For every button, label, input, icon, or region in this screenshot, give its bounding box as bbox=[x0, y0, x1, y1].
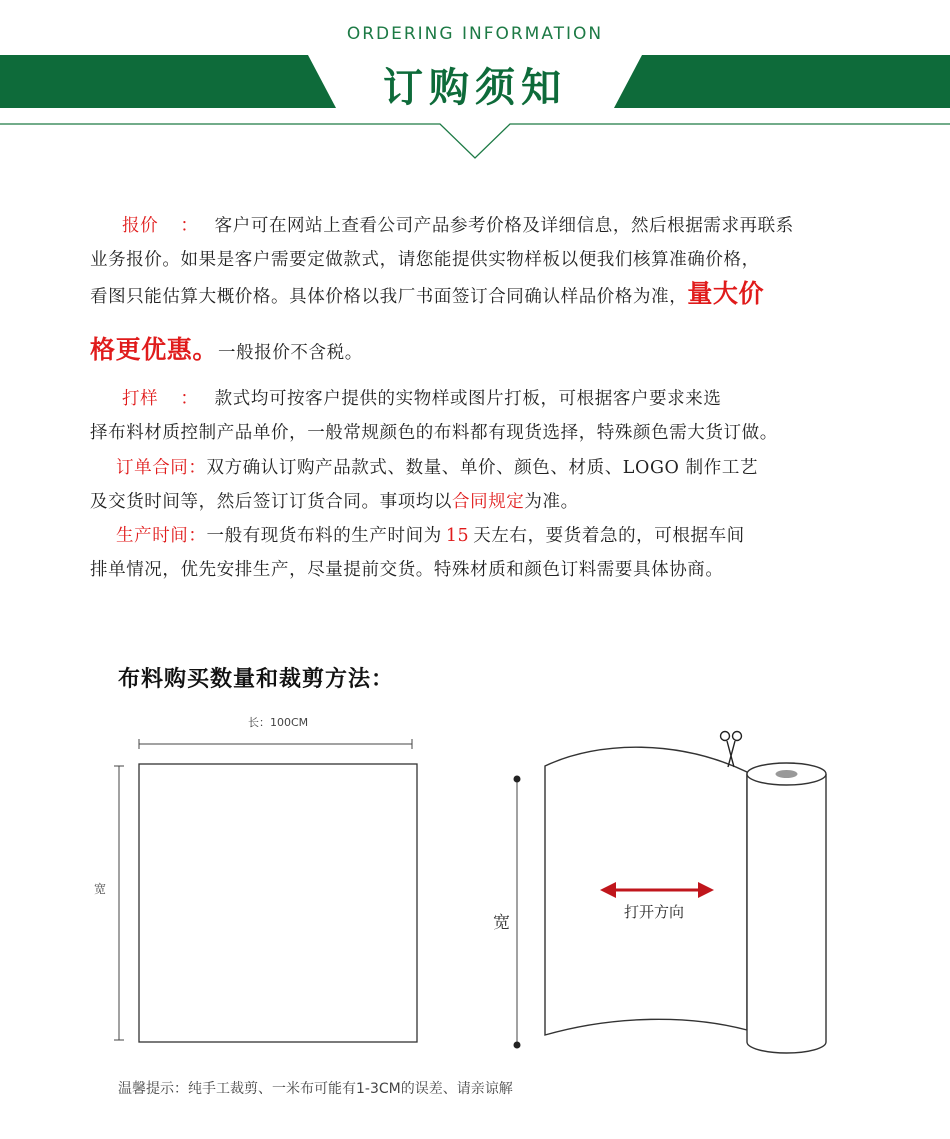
production-label: 生产时间： bbox=[116, 526, 207, 546]
contract-line-2a: 及交货时间等，然后签订订货合同。事项均以 bbox=[90, 491, 452, 512]
fabric-square bbox=[139, 764, 417, 1042]
quote-tail: 一般报价不含税。 bbox=[218, 342, 363, 363]
width-label-right: 宽 bbox=[493, 913, 510, 933]
production-line-2: 排单情况，优先安排生产，尽量提前交货。特殊材质和颜色订料需要具体协商。 bbox=[90, 559, 724, 580]
width-label-left: 宽 bbox=[94, 882, 107, 896]
sample-colon: ： bbox=[180, 389, 199, 409]
quote-paragraph bbox=[90, 210, 880, 370]
quote-line-2: 业务报价。如果是客户需要定做款式，请您能提供实物样板以便我们核算准确价格， bbox=[90, 249, 760, 270]
quote-colon: ： bbox=[180, 216, 199, 236]
quote-highlight-a: 量大价 bbox=[687, 279, 765, 308]
length-label: 长：100CM bbox=[248, 716, 309, 729]
quote-label: 报价 bbox=[122, 216, 159, 236]
tip-note: 温馨提示：纯手工裁剪、一米布可能有1-3CM的误差、请亲谅解 bbox=[118, 1081, 513, 1097]
diagram-title: 布料购买数量和裁剪方法： bbox=[118, 667, 395, 692]
contract-paragraph bbox=[90, 452, 880, 519]
quote-line-3: 看图只能估算大概价格。具体价格以我厂书面签订合同确认样品价格为准， bbox=[90, 287, 688, 307]
roll-core bbox=[776, 770, 798, 778]
sample-line-1: 款式均可按客户提供的实物样或图片打板，可根据客户要求来选 bbox=[214, 389, 722, 409]
production-paragraph bbox=[90, 520, 880, 587]
sample-line-2: 择布料材质控制产品单价，一般常规颜色的布料都有现货选择，特殊颜色需大货订做。 bbox=[90, 422, 778, 443]
contract-label: 订单合同： bbox=[116, 458, 207, 478]
direction-label: 打开方向 bbox=[624, 903, 685, 921]
header-english-title: ORDERING INFORMATION bbox=[346, 24, 604, 44]
sample-label: 打样 bbox=[122, 389, 159, 409]
production-line-1b: 天左右，要货着急的，可根据车间 bbox=[473, 526, 745, 546]
production-line-1a: 一般有现货布料的生产时间为 bbox=[206, 526, 442, 546]
contract-line-1: 双方确认订购产品款式、数量、单价、颜色、材质、LOGO 制作工艺 bbox=[206, 458, 759, 478]
production-days: 15 bbox=[445, 526, 470, 546]
banner-divider-line bbox=[0, 124, 950, 158]
sample-paragraph bbox=[90, 383, 880, 450]
quote-line-1: 客户可在网站上查看公司产品参考价格及详细信息，然后根据需求再联系 bbox=[214, 216, 794, 236]
contract-line-2-red: 合同规定 bbox=[452, 491, 525, 512]
fabric-cut-diagram bbox=[0, 700, 950, 1070]
quote-highlight-b: 格更优惠。 bbox=[90, 334, 219, 364]
header-chinese-title: 订购须知 bbox=[383, 65, 567, 111]
roll-width-dot-top bbox=[514, 776, 521, 783]
roll-width-dot-bottom bbox=[514, 1042, 521, 1049]
contract-line-2b: 为准。 bbox=[524, 491, 579, 512]
roll-body bbox=[747, 772, 827, 1048]
